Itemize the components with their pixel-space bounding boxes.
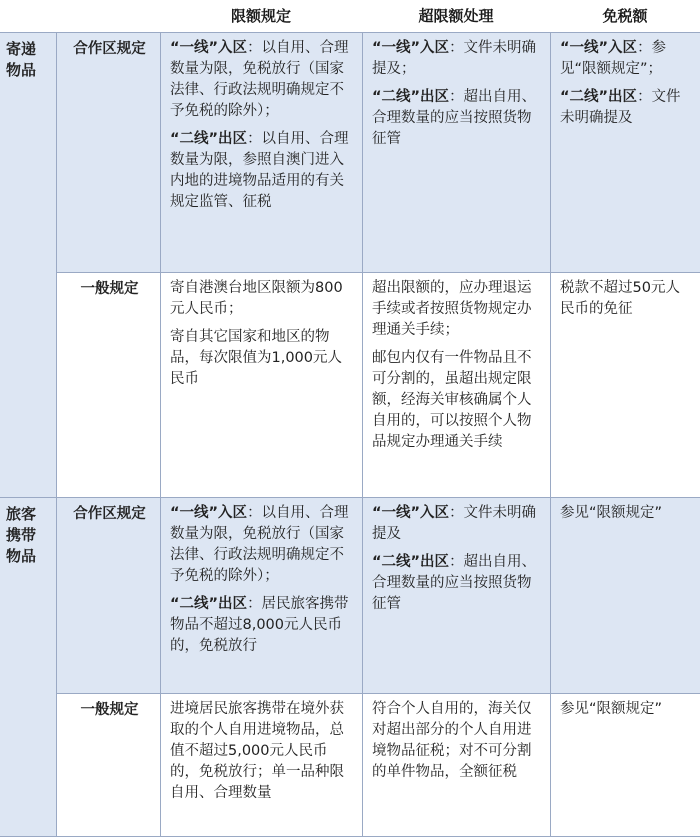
exemption-cell (550, 693, 700, 837)
excess-cell (362, 272, 550, 497)
rule-type-zone: 合作区规定 (56, 497, 160, 693)
excess-cell (362, 693, 550, 837)
exemption-paragraph: 参见“限额规定” (560, 701, 663, 717)
limit-paragraph: “二线”出区：居民旅客携带物品不超过8,000元人民币的，免税放行 (170, 596, 349, 654)
excess-cell (362, 32, 550, 272)
exemption-cell (550, 32, 700, 272)
header-excess: 超限额处理 (362, 0, 550, 32)
rule-type-zone: 合作区规定 (56, 32, 160, 272)
limit-paragraph: 进境居民旅客携带在境外获取的个人自用进境物品，总值不超过5,000元人民币的，免税放行；单一品种限自用、合理数量 (170, 701, 344, 801)
limit-cell (160, 693, 362, 837)
header-limit: 限额规定 (160, 0, 362, 32)
excess-paragraph: “二线”出区：超出自用、合理数量的应当按照货物征管 (372, 554, 537, 612)
exemption-cell (550, 272, 700, 497)
excess-paragraph: 符合个人自用的，海关仅对超出部分的个人自用进境物品征税；对不可分割的单件物品，全额征税 (372, 701, 532, 780)
category-mail-items: 寄递物品 (0, 32, 56, 497)
header-blank-1 (0, 0, 56, 32)
exemption-paragraph: 参见“限额规定” (560, 505, 663, 521)
limit-paragraph: 寄自港澳台地区限额为800元人民币； (170, 280, 343, 317)
header-blank-2 (56, 0, 160, 32)
excess-paragraph: 邮包内仅有一件物品且不可分割的，虽超出规定限额，经海关审核确属个人自用的，可以按照个人物品规定办理通关手续 (372, 350, 532, 450)
rule-type-general: 一般规定 (56, 272, 160, 497)
limit-cell (160, 272, 362, 497)
category-traveler-items: 旅客携带物品 (0, 497, 56, 837)
limit-paragraph: “二线”出区：以自用、合理数量为限，参照自澳门进入内地的进境物品适用的有关规定监管、征税 (170, 131, 349, 210)
excess-cell (362, 497, 550, 693)
limit-paragraph: “一线”入区：以自用、合理数量为限，免税放行（国家法律、行政法规明确规定不予免税的除外）； (170, 40, 349, 119)
excess-paragraph: “一线”入区：文件未明确提及 (372, 505, 537, 542)
excess-paragraph: “二线”出区：超出自用、合理数量的应当按照货物征管 (372, 89, 537, 147)
excess-paragraph: 超出限额的，应办理退运手续或者按照货物规定办理通关手续； (372, 280, 532, 338)
excess-paragraph: “一线”入区：文件未明确提及； (372, 40, 537, 77)
exemption-paragraph: “二线”出区：文件未明确提及 (560, 89, 681, 126)
exemption-paragraph: 税款不超过50元人民币的免征 (560, 280, 680, 317)
exemption-cell (550, 497, 700, 693)
header-exemption: 免税额 (550, 0, 700, 32)
rule-type-general: 一般规定 (56, 693, 160, 837)
exemption-paragraph: “一线”入区：参见“限额规定”； (560, 40, 667, 77)
limit-cell (160, 497, 362, 693)
limit-paragraph: 寄自其它国家和地区的物品，每次限值为1,000元人民币 (170, 329, 343, 387)
limit-paragraph: “一线”入区：以自用、合理数量为限，免税放行（国家法律、行政法规明确规定不予免税的除外）； (170, 505, 349, 584)
limit-cell (160, 32, 362, 272)
